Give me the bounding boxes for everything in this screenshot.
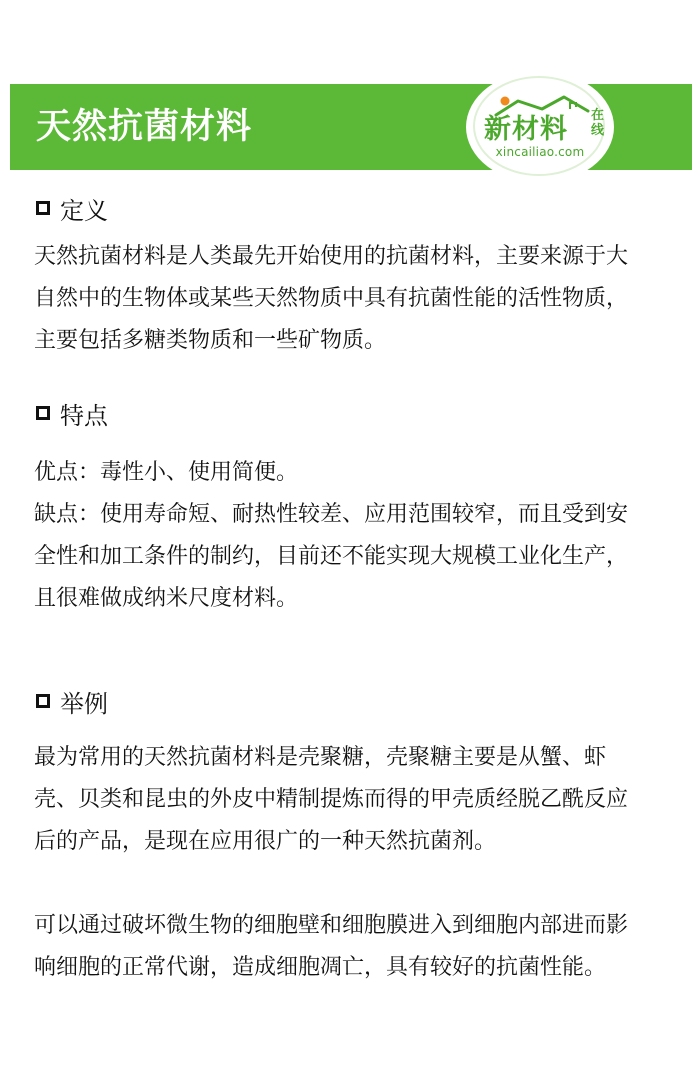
logo-side-text: 在线 <box>591 108 605 138</box>
section-heading-examples <box>36 686 108 716</box>
section-heading-features <box>36 398 108 428</box>
page-title: 天然抗菌材料 <box>36 107 253 147</box>
logo-url-text: xincailiao.com <box>495 145 585 159</box>
section-heading-definition <box>36 193 108 223</box>
mechanism-paragraph: 可以通过破坏微生物的细胞壁和细胞膜进入到细胞内部进而影响细胞的正常代谢，造成细胞凋亡，具有较好的抗菌性能。 <box>34 913 629 980</box>
example-paragraph: 最为常用的天然抗菌材料是壳聚糖，壳聚糖主要是从蟹、虾壳、贝类和昆虫的外皮中精制提炼而得的甲壳质经脱乙酰反应后的产品，是现在应用很广的一种天然抗菌剂。 <box>34 745 629 854</box>
section-heading-text: 特点 <box>60 401 108 430</box>
definition-paragraph: 天然抗菌材料是人类最先开始使用的抗菌材料，主要来源于大自然中的生物体或某些天然物质中具有抗菌性能的活性物质，主要包括多糖类物质和一些矿物质。 <box>34 244 629 353</box>
advantages-paragraph: 优点：毒性小、使用简便。 <box>34 460 299 485</box>
square-bullet-icon <box>36 201 50 215</box>
logo-main-text: 新材料 <box>484 114 568 145</box>
square-bullet-icon <box>36 694 50 708</box>
square-bullet-icon <box>36 406 50 420</box>
brand-logo <box>466 71 614 183</box>
disadvantages-paragraph: 缺点：使用寿命短、耐热性较差、应用范围较窄，而且受到安全性和加工条件的制约，目前还不能实现大规模工业化生产，且很难做成纳米尺度材料。 <box>34 502 629 611</box>
section-heading-text: 定义 <box>60 196 108 225</box>
section-heading-text: 举例 <box>60 689 108 718</box>
